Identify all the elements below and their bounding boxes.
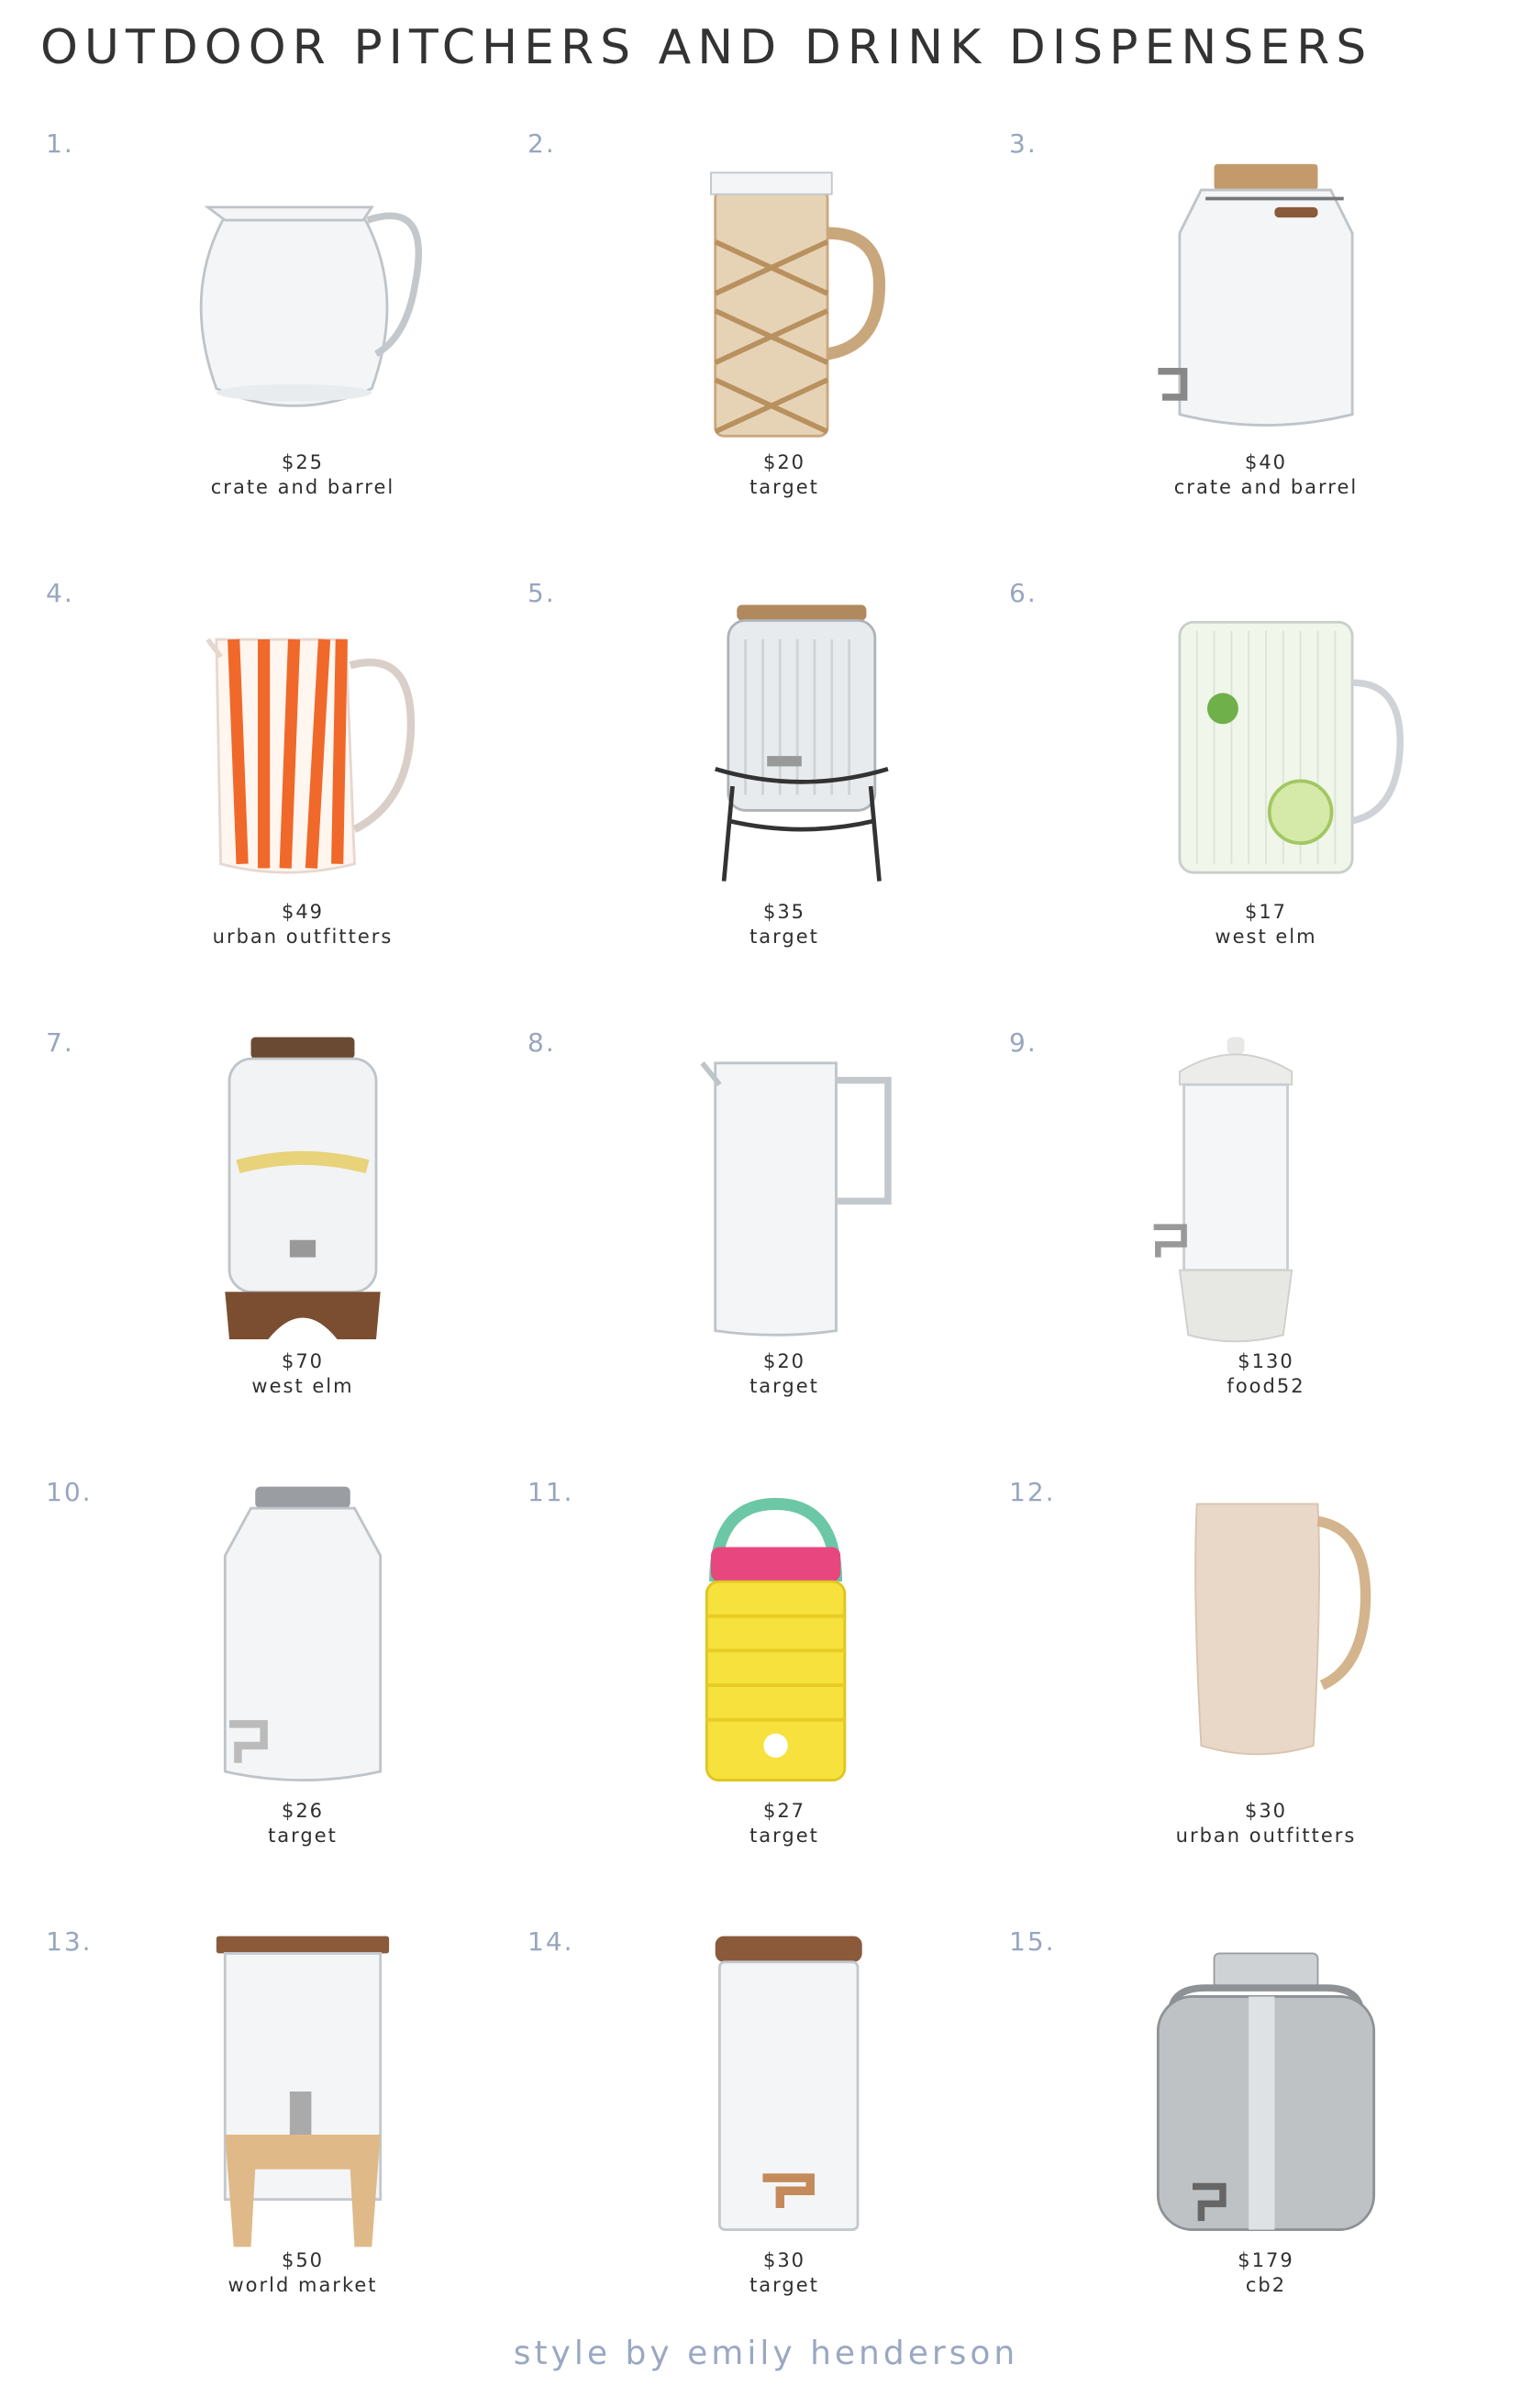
product-store[interactable]: cb2 — [1245, 2274, 1287, 2296]
product-number: 13. — [46, 1926, 93, 1957]
product-number: 7. — [46, 1027, 74, 1058]
product-number: 4. — [46, 578, 74, 608]
glass-dispenser-wood-lid-icon[interactable] — [1119, 128, 1413, 459]
product-card[interactable] — [1009, 578, 1486, 1027]
product-card[interactable] — [1009, 1477, 1486, 1926]
product-number: 5. — [527, 578, 556, 608]
product-store[interactable]: crate and barrel — [210, 476, 395, 498]
product-number: 1. — [46, 128, 74, 159]
product-card[interactable] — [1009, 1027, 1486, 1477]
product-price: $70 — [281, 1350, 325, 1372]
product-price: $20 — [762, 451, 806, 473]
product-card[interactable] — [527, 1027, 1005, 1477]
product-number: 12. — [1009, 1477, 1056, 1507]
product-price: $20 — [762, 1350, 806, 1372]
product-price: $30 — [762, 2249, 806, 2271]
product-card[interactable] — [46, 578, 523, 1027]
product-card[interactable] — [46, 128, 523, 578]
product-price: $30 — [1244, 1800, 1288, 1822]
product-price: $130 — [1238, 1350, 1294, 1372]
product-price: $50 — [281, 2249, 325, 2271]
ceramic-pitcher-icon[interactable] — [1119, 1477, 1413, 1807]
product-card[interactable] — [1009, 1926, 1486, 2376]
product-number: 6. — [1009, 578, 1038, 608]
product-number: 9. — [1009, 1027, 1038, 1058]
orange-striped-pitcher-icon[interactable] — [156, 578, 450, 908]
product-price: $27 — [762, 1800, 806, 1822]
product-store[interactable]: target — [749, 476, 819, 498]
dispenser-wood-stand-icon[interactable] — [156, 1926, 450, 2257]
ceramic-base-dispenser-icon[interactable] — [1119, 1027, 1413, 1358]
product-price: $25 — [281, 451, 325, 473]
ribbed-dispenser-stand-icon[interactable] — [638, 578, 931, 908]
yellow-cooler-jug-icon[interactable] — [638, 1477, 931, 1807]
clear-round-glass-pitcher-icon[interactable] — [156, 128, 450, 459]
product-price: $17 — [1244, 901, 1288, 923]
product-store[interactable]: target — [749, 1825, 819, 1847]
product-card[interactable] — [527, 128, 1005, 578]
product-price: $49 — [281, 901, 325, 923]
glass-jar-dispenser-icon[interactable] — [156, 1477, 450, 1807]
product-store[interactable]: crate and barrel — [1173, 476, 1359, 498]
dispenser-wood-base-icon[interactable] — [156, 1027, 450, 1358]
product-price: $35 — [762, 901, 806, 923]
product-card[interactable] — [1009, 128, 1486, 578]
product-store[interactable]: target — [749, 2274, 819, 2296]
product-number: 2. — [527, 128, 556, 159]
page-title: OUTDOOR PITCHERS AND DRINK DISPENSERS — [40, 20, 1373, 75]
tall-glass-pitcher-icon[interactable] — [638, 1027, 931, 1358]
product-number: 11. — [527, 1477, 574, 1507]
product-number: 15. — [1009, 1926, 1056, 1957]
product-store[interactable]: urban outfitters — [1175, 1825, 1357, 1847]
product-price: $40 — [1244, 451, 1288, 473]
product-card[interactable] — [527, 1926, 1005, 2376]
product-store[interactable]: west elm — [1215, 926, 1317, 948]
product-card[interactable] — [527, 578, 1005, 1027]
product-number: 10. — [46, 1477, 93, 1507]
product-card[interactable] — [46, 1027, 523, 1477]
product-store[interactable]: urban outfitters — [212, 926, 394, 948]
product-card[interactable] — [46, 1477, 523, 1926]
product-store[interactable]: target — [749, 1375, 819, 1397]
ribbed-glass-pitcher-icon[interactable] — [1119, 578, 1413, 908]
rattan-wrapped-pitcher-icon[interactable] — [638, 128, 931, 459]
product-card[interactable] — [46, 1926, 523, 2376]
product-store[interactable]: food52 — [1227, 1375, 1305, 1397]
product-number: 8. — [527, 1027, 556, 1058]
glass-canister-dispenser-icon[interactable] — [638, 1926, 931, 2257]
product-number: 14. — [527, 1926, 574, 1957]
footer-credit: style by emily henderson — [513, 2335, 1019, 2372]
product-price: $26 — [281, 1800, 325, 1822]
product-number: 3. — [1009, 128, 1038, 159]
product-store[interactable]: target — [749, 926, 819, 948]
product-store[interactable]: west elm — [251, 1375, 354, 1397]
product-price: $179 — [1238, 2249, 1294, 2271]
product-card[interactable] — [527, 1477, 1005, 1926]
product-store[interactable]: target — [268, 1825, 338, 1847]
product-store[interactable]: world market — [228, 2274, 378, 2296]
stainless-steel-dispenser-icon[interactable] — [1119, 1926, 1413, 2257]
